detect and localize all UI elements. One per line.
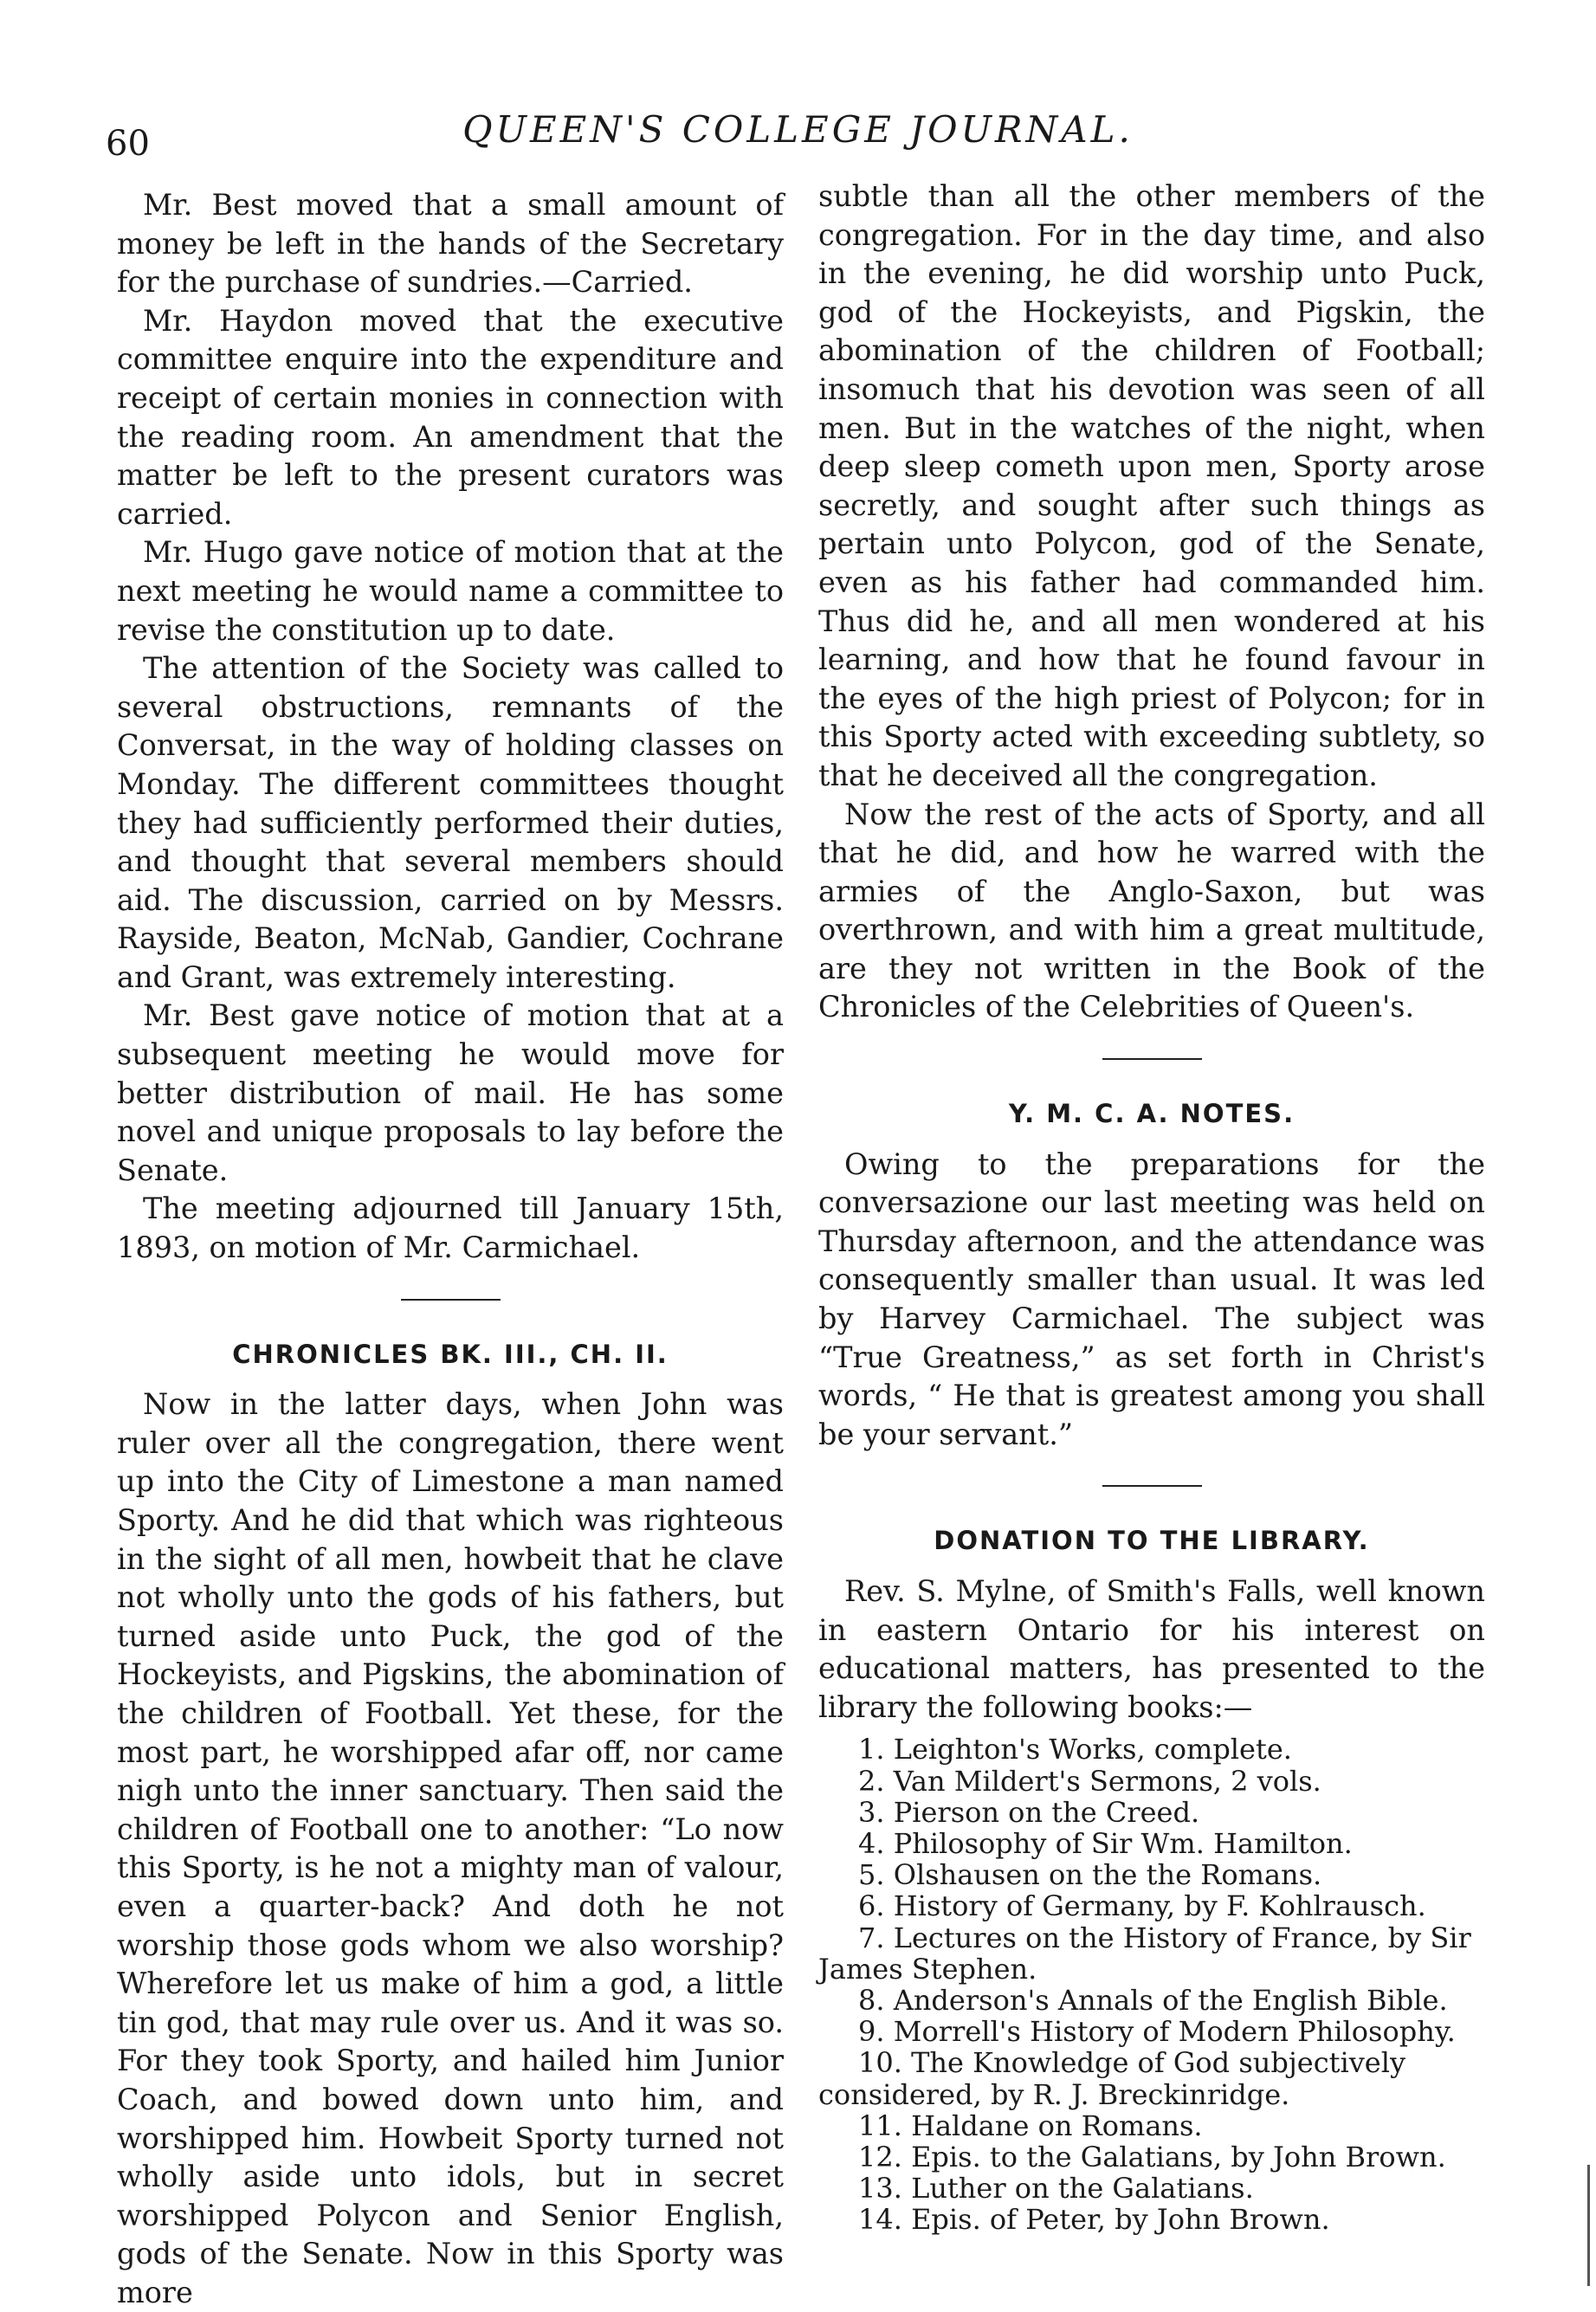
list-item: 4. Philosophy of Sir Wm. Hamilton.	[858, 1826, 1353, 1860]
chronicles-paragraph: Now in the latter days, when John was ruler over all the congregation, there went up into the City of Limestone a man named Sporty. And he did that which was righteous in the sight of all men, howbeit that he clave not wholly unto the gods of his fathers, but turned aside unto Puck, the god of the Hockeyists, and Pigskins, the abomination of the children of Football. Yet these, for the most part, he worshipped afar off, nor came nigh unto the inner sanctuary. Then said the children of Football one to another: “Lo now this Sporty, is he not a mighty man of valour, even a quarter-back? And doth he not worship those gods whom we also worship? Wherefore let us make of him a god, a little tin god, that may rule over us. And it was so. For they took Sporty, and hailed him Junior Coach, and bowed down unto him, and worshipped him. Howbeit Sporty turned not wholly aside unto idols, but in secret worshipped Polycon and Senior English, gods of the Senate. Now in this Sporty was more	[117, 1387, 784, 2309]
paragraph-haydon-motion: Mr. Haydon moved that the executive committee enquire into the expenditure and receipt of certain monies in connection with the reading room. An amendment that the matter be left to the present curators was carried.	[117, 303, 784, 531]
book-list	[818, 1734, 1485, 2235]
list-item: 14. Epis. of Peter, by John Brown.	[858, 2203, 1330, 2237]
paragraph-best-mail: Mr. Best gave notice of motion that at a subsequent meeting he would move for better distribution of mail. He has some novel and unique proposals to lay before the Senate.	[117, 998, 784, 1187]
page-number: 60	[106, 124, 150, 164]
list-item: 8. Anderson's Annals of the English Bible.	[858, 1984, 1448, 2017]
chronicles-ending-paragraph: Now the rest of the acts of Sporty, and all that he did, and how he warred with the armies of the Anglo-Saxon, but was overthrown, and with him a great multitude, are they not written in the Book of the Chronicles of the Celebrities of Queen's.	[818, 797, 1485, 1024]
donation-paragraph: Rev. S. Mylne, of Smith's Falls, well known in eastern Ontario for his interest on educational matters, has presented to the library the following books:—	[818, 1574, 1485, 1724]
right-column	[818, 178, 1485, 2236]
section-divider	[401, 1299, 501, 1301]
list-item: 3. Pierson on the Creed.	[858, 1795, 1200, 1829]
ymca-paragraph: Owing to the preparations for the conversazione our last meeting was held on Thursday afternoon, and the attendance was consequently smaller than usual. It was led by Harvey Carmichael. The subject was “True Greatness,” as set forth in Christ's words, “ He that is greatest among you shall be your servant.”	[818, 1146, 1485, 1451]
page-header	[0, 108, 1596, 164]
list-item: 9. Morrell's History of Modern Philosophy.	[858, 2015, 1456, 2049]
list-item: 1. Leighton's Works, complete.	[858, 1733, 1292, 1766]
list-item: 10. The Knowledge of God subjectively considered, by R. J. Breckinridge.	[818, 2046, 1406, 2111]
paragraph-obstructions: The attention of the Society was called to several obstructions, remnants of the Conversat, in the way of holding classes on Monday. The different committees thought they had sufficiently performed their duties, and thought that several members should aid. The discussion, carried on by Messrs. Rayside, Beaton, McNab, Gandier, Cochrane and Grant, was extremely interesting.	[117, 651, 784, 994]
list-item: 5. Olshausen on the the Romans.	[858, 1858, 1322, 1892]
list-item: 2. Van Mildert's Sermons, 2 vols.	[858, 1764, 1321, 1798]
paragraph-adjourned: The meeting adjourned till January 15th, 1893, on motion of Mr. Carmichael.	[117, 1192, 784, 1265]
section-divider	[1102, 1058, 1202, 1060]
list-item: 11. Haldane on Romans.	[858, 2109, 1203, 2142]
page-edge-line	[1587, 2165, 1590, 2286]
ymca-heading: Y. M. C. A. NOTES.	[1008, 1099, 1296, 1129]
paragraph-best-money: Mr. Best moved that a small amount of money be left in the hands of the Secretary for the purchase of sundries.—Carried.	[117, 188, 784, 300]
chronicles-continued-paragraph: subtle than all the other members of the congregation. For in the day time, and also in the evening, he did worship unto Puck, god of the Hockeyists, and Pigskin, the abomination of the children of Football; insomuch that his devotion was seen of all men. But in the watches of the night, when deep sleep cometh upon men, Sporty arose secretly, and sought after such things as pertain unto Polycon, god of the Senate, even as his father had commanded him. Thus did he, and all men wondered at his learning, and how that he found favour in the eyes of the high priest of Polycon; for in this Sporty acted with exceeding subtlety, so that he deceived all the congregation.	[818, 179, 1485, 792]
journal-title: QUEEN'S COLLEGE JOURNAL.	[462, 108, 1134, 151]
chronicles-heading: CHRONICLES BK. III., CH. II.	[232, 1339, 669, 1369]
list-item: 6. History of Germany, by F. Kohlrausch.	[858, 1889, 1426, 1923]
paragraph-hugo-notice: Mr. Hugo gave notice of motion that at the next meeting he would name a committee to revise the constitution up to date.	[117, 535, 784, 647]
list-item: 13. Luther on the Galatians.	[858, 2172, 1254, 2205]
list-item: 12. Epis. to the Galatians, by John Brown.	[858, 2141, 1446, 2174]
list-item: 7. Lectures on the History of France, by Sir James Stephen.	[818, 1921, 1471, 1986]
section-divider	[1102, 1485, 1202, 1487]
left-column	[117, 186, 784, 2312]
donation-heading: DONATION TO THE LIBRARY.	[934, 1526, 1370, 1556]
